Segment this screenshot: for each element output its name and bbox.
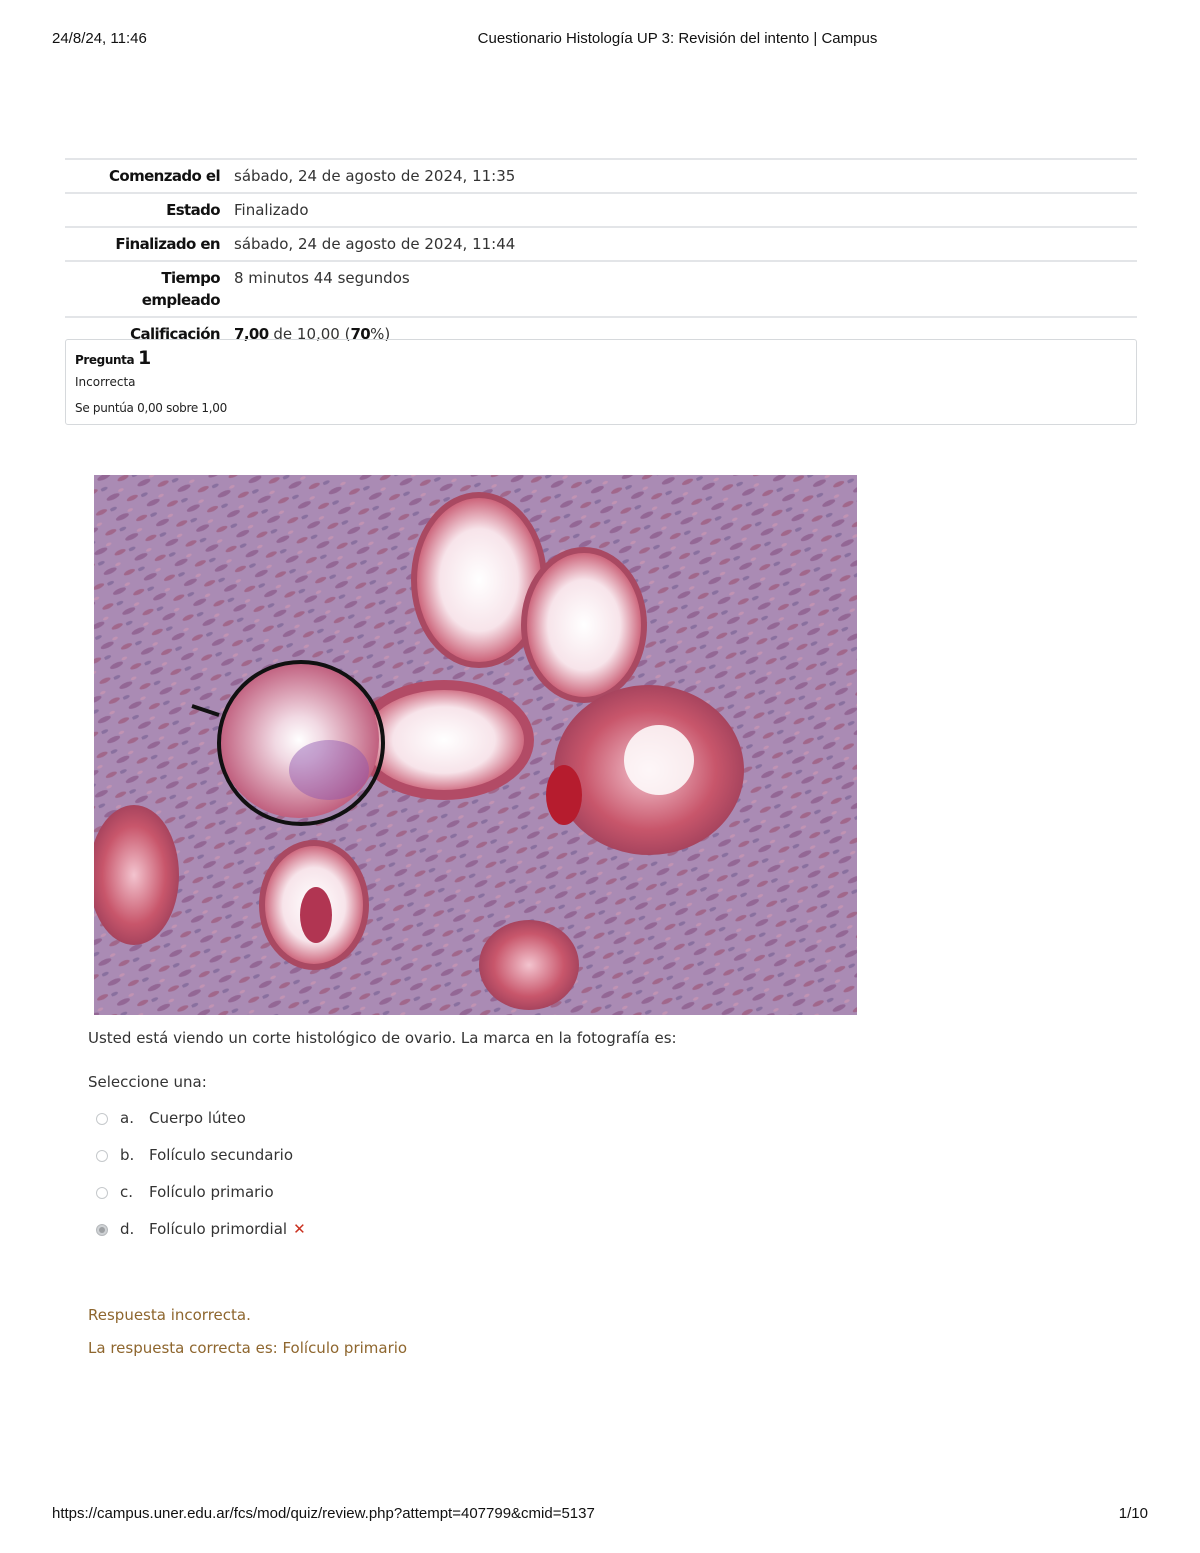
question-number-label: Pregunta xyxy=(75,353,135,367)
answer-label: Folículo primario xyxy=(149,1183,274,1201)
grade-label: Calificación xyxy=(130,325,220,343)
answer-label-wrapper xyxy=(149,1220,306,1238)
question-state: Incorrecta xyxy=(75,375,136,389)
answer-letter: d. xyxy=(120,1220,135,1238)
question-text: Usted está viendo un corte histológico de ovario. La marca en la fotografía es: xyxy=(88,1029,677,1047)
radio-b[interactable] xyxy=(96,1150,108,1162)
histology-image xyxy=(94,475,857,1015)
grade-score: 7,00 xyxy=(234,325,269,343)
grade-of: de 10,00 ( xyxy=(268,325,351,343)
histology-photo xyxy=(94,475,857,1015)
summary-row-state xyxy=(65,193,1137,227)
time-label xyxy=(65,261,234,317)
radio-d-selected[interactable] xyxy=(96,1224,108,1236)
started-value: sábado, 24 de agosto de 2024, 11:35 xyxy=(234,167,516,185)
answer-letter: b. xyxy=(120,1146,135,1164)
feedback-result: Respuesta incorrecta. xyxy=(88,1306,251,1324)
print-page-number: 1/10 xyxy=(1118,1505,1148,1522)
state-label: Estado xyxy=(166,201,220,219)
print-footer xyxy=(52,1505,1148,1525)
answer-letter: a. xyxy=(120,1109,134,1127)
finished-label: Finalizado en xyxy=(115,235,220,253)
finished-value: sábado, 24 de agosto de 2024, 11:44 xyxy=(234,235,516,253)
summary-row-finished xyxy=(65,227,1137,261)
print-url: https://campus.uner.edu.ar/fcs/mod/quiz/review.php?attempt=407799&cmid=5137 xyxy=(52,1505,595,1522)
grade-suffix: %) xyxy=(370,325,391,343)
attempt-summary-table xyxy=(65,158,1137,350)
radio-c[interactable] xyxy=(96,1187,108,1199)
answer-label: Folículo secundario xyxy=(149,1146,294,1164)
feedback-correct-answer: La respuesta correcta es: Folículo primario xyxy=(88,1339,408,1357)
question-info-box xyxy=(65,339,1137,425)
question-mark: Se puntúa 0,00 sobre 1,00 xyxy=(75,401,227,415)
summary-row-started xyxy=(65,159,1137,193)
radio-a[interactable] xyxy=(96,1113,108,1125)
time-value: 8 minutos 44 segundos xyxy=(234,269,410,287)
answer-prompt: Seleccione una: xyxy=(88,1073,207,1091)
time-label-line1: Tiempo xyxy=(161,269,220,287)
print-header xyxy=(52,30,1148,50)
incorrect-icon: ✕ xyxy=(293,1220,306,1238)
answer-label: Folículo primordial xyxy=(149,1220,288,1238)
print-datetime: 24/8/24, 11:46 xyxy=(52,30,147,47)
grade-percent: 70 xyxy=(350,325,371,343)
started-label: Comenzado el xyxy=(108,167,220,185)
print-page-title: Cuestionario Histología UP 3: Revisión del intento | Campus xyxy=(477,30,878,47)
state-value: Finalizado xyxy=(234,201,309,219)
answer-letter: c. xyxy=(120,1183,134,1201)
answer-label: Cuerpo lúteo xyxy=(149,1109,246,1127)
question-number xyxy=(75,347,1136,369)
summary-row-time xyxy=(65,261,1137,317)
question-number-value: 1 xyxy=(137,347,151,369)
time-label-line2: empleado xyxy=(141,291,220,309)
